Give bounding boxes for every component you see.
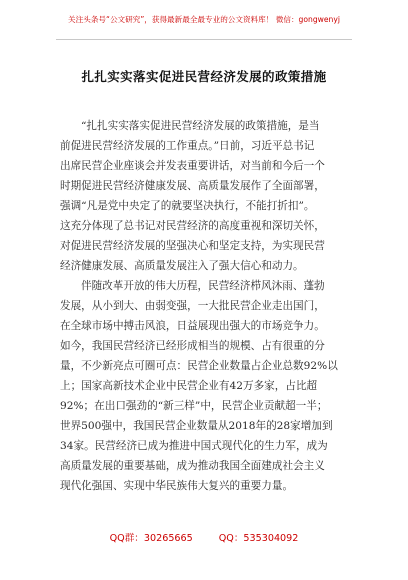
body-text-line: 92%；在出口强劲的“新三样”中，民营企业贡献超一半； xyxy=(60,400,328,412)
header-divider xyxy=(56,39,352,40)
body-text-line: 时期促进民营经济健康发展、高质量发展作了全面部署， xyxy=(60,180,325,192)
body-text-line: 如今，我国民营经济已经形成相当的规模、占有很重的分 xyxy=(60,340,325,352)
body-text-line: 34家。民营经济已成为推进中国式现代化的生力军，成为 xyxy=(60,440,328,452)
body-text-line: 经济健康发展、高质量发展注入了强大信心和动力。 xyxy=(60,260,304,272)
body-text-line: 前促进民营经济发展的工作重点。”日前，习近平总书记 xyxy=(60,140,315,152)
qq-number-text: QQ：535304092 xyxy=(218,533,299,544)
contact-footer xyxy=(0,530,408,544)
body-text-line: 高质量发展的重要基础，成为推动我国全面建成社会主义 xyxy=(60,460,325,472)
body-text-line: 强调“凡是党中央定了的就要坚决执行，不能打折扣”。 xyxy=(60,200,315,212)
promo-header: 关注头条号“公文研究”，获得最新最全最专业的公文资料库！ 微信：gongwenyj xyxy=(68,15,340,24)
body-text-line: 发展，从小到大、由弱变强，一大批民营企业走出国门， xyxy=(60,300,325,312)
qq-group-text: QQ群：30265665 xyxy=(109,533,193,544)
body-text-line: “扎扎实实落实促进民营经济发展的政策措施，是当 xyxy=(81,120,320,132)
body-text-line: 对促进民营经济发展的坚强决心和坚定支持，为实现民营 xyxy=(60,240,325,252)
body-text-line: 伴随改革开放的伟大历程，民营经济栉风沐雨、蓬勃 xyxy=(81,280,325,292)
document-body xyxy=(60,116,352,496)
body-text-line: 上；国家高新技术企业中民营企业有42万多家，占比超 xyxy=(60,380,318,392)
body-text-line: 出席民营企业座谈会并发表重要讲话，对当前和今后一个 xyxy=(60,160,325,172)
body-text-line: 这充分体现了总书记对民营经济的高度重视和深切关怀， xyxy=(60,220,325,232)
document-title: 扎扎实实落实促进民营经济发展的政策措施 xyxy=(81,69,327,84)
body-text-line: 量，不少新亮点可圈可点：民营企业数量占企业总数92%以 xyxy=(60,360,338,372)
body-text-line: 现代化强国、实现中华民族伟大复兴的重要力量。 xyxy=(60,480,294,492)
body-text-line: 在全球市场中搏击风浪，日益展现出强大的市场竞争力。 xyxy=(60,320,325,332)
body-text-line: 世界500强中，我国民营企业数量从2018年的28家增加到 xyxy=(60,420,333,432)
